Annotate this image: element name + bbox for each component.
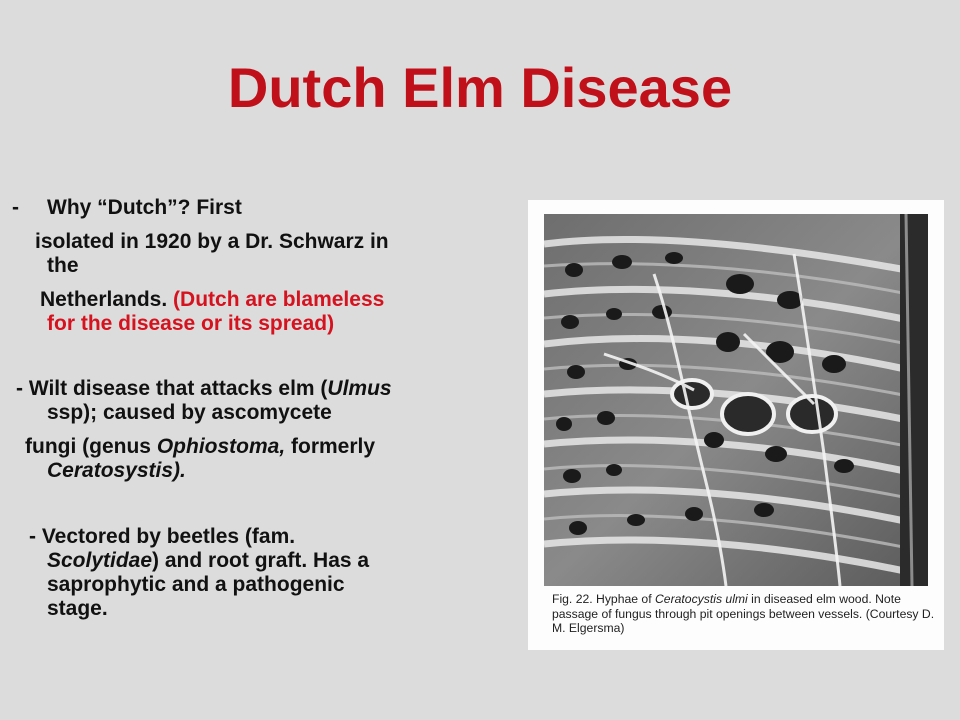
figure-caption xyxy=(552,592,940,636)
text-line: isolated in 1920 by a Dr. Schwarz in xyxy=(35,230,389,253)
text-line xyxy=(0,377,520,401)
micrograph-figure xyxy=(528,200,944,650)
bullet-text xyxy=(0,196,520,621)
text-segment: Netherlands. xyxy=(40,288,174,311)
text-line: stage. xyxy=(47,597,108,620)
text-line: saprophytic and a pathogenic xyxy=(47,573,345,596)
caption-species: Ceratocystis ulmi xyxy=(654,592,748,606)
caption-text: Fig. 22. Hyphae of xyxy=(552,592,655,606)
text-line xyxy=(0,435,520,459)
text-line xyxy=(0,459,520,483)
micrograph-image xyxy=(544,214,928,586)
text-segment: fungi (genus xyxy=(25,435,157,458)
slide-title: Dutch Elm Disease xyxy=(227,56,733,119)
bullet-dash: - xyxy=(12,196,19,219)
text-segment: formerly xyxy=(285,435,376,458)
paragraph-vectored xyxy=(0,525,520,621)
text-line: the xyxy=(47,254,79,277)
italic-term: Ulmus xyxy=(327,377,392,400)
paragraph-why-dutch xyxy=(0,196,520,336)
text-line xyxy=(0,288,520,312)
text-line: ssp); caused by ascomycete xyxy=(47,401,332,424)
text-line: - Vectored by beetles (fam. xyxy=(29,525,296,548)
caption-text: in diseased elm wood. Note passage of fungus through pit openings between vessels. (Courtesy D. M. Elgersma) xyxy=(552,592,935,636)
italic-term: Scolytidae xyxy=(47,549,153,572)
text-segment: ) and root graft. Has a xyxy=(152,549,370,572)
text-segment: - Wilt disease that attacks elm ( xyxy=(16,377,328,400)
red-note: (Dutch are blameless xyxy=(173,288,385,311)
paragraph-wilt-disease xyxy=(0,377,520,483)
red-note: for the disease or its spread) xyxy=(47,312,335,335)
italic-term: Ophiostoma, xyxy=(156,435,286,458)
italic-term: Ceratosystis). xyxy=(47,459,186,482)
text-line: Why “Dutch”? First xyxy=(47,196,242,219)
text-line xyxy=(0,549,520,573)
